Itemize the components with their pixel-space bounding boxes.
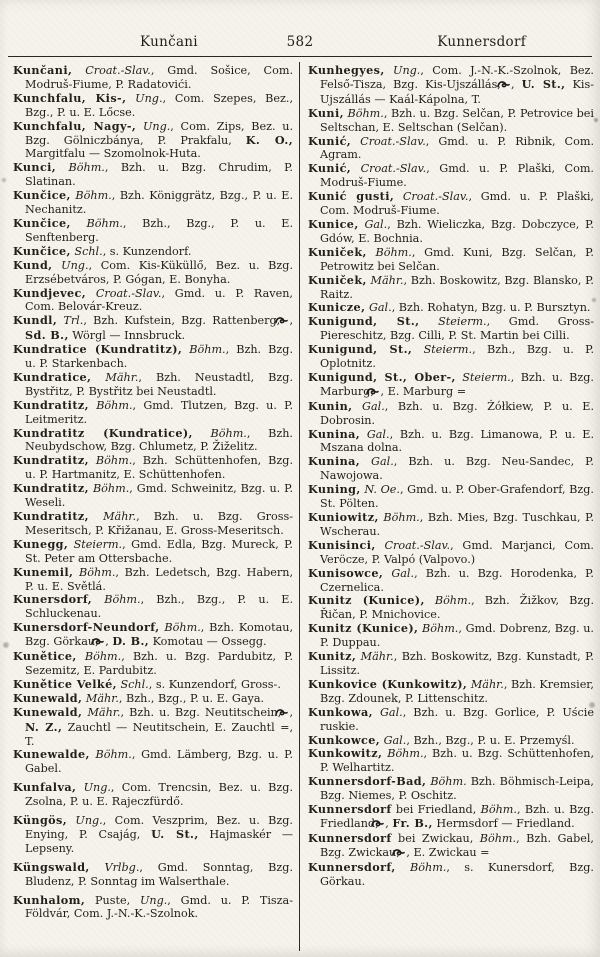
entry-text: , Gmd. Sošice, Com. Modruš-Fiume, P. Radatovići. bbox=[25, 64, 294, 91]
entry-keyword: Kunin, bbox=[308, 398, 353, 413]
entry-keyword: Kunić, bbox=[308, 133, 352, 148]
entry-region: Schl. bbox=[74, 244, 103, 258]
gazetteer-entry bbox=[308, 747, 594, 775]
gazetteer-entry bbox=[308, 428, 594, 456]
gazetteer-entry bbox=[308, 107, 594, 135]
entry-keyword: Kunegg, bbox=[13, 536, 69, 551]
entry-keyword: Kunigund, St., bbox=[308, 342, 413, 357]
entry-region: Ung. bbox=[142, 119, 171, 133]
entry-keyword: Kunisowce, bbox=[308, 565, 384, 580]
gazetteer-entry bbox=[13, 343, 293, 371]
entry-region: Böhm. bbox=[210, 426, 247, 440]
gazetteer-entry bbox=[308, 135, 594, 163]
entry-region: Ung. bbox=[393, 64, 421, 77]
entry-keyword: Kuning, bbox=[308, 482, 361, 497]
entry-region: Böhm. bbox=[79, 565, 116, 579]
entry-region: Croat.-Slav. bbox=[360, 162, 427, 176]
entry-keyword: Kundratitz (Kundratice), bbox=[13, 425, 193, 440]
gazetteer-entry bbox=[13, 748, 293, 776]
entry-text: , Bzh. u. Bzg. Żółkiew, P. u. E. Dobrosin. bbox=[320, 399, 594, 427]
gazetteer-entry bbox=[308, 861, 594, 889]
entry-keyword: Kunchfalu, Nagy-, bbox=[13, 118, 137, 133]
entry-keyword: Kunnersdorf bbox=[308, 830, 392, 845]
entry-region: Ung. bbox=[83, 781, 111, 795]
entry-keyword: Kundratice (Kundratitz), bbox=[13, 342, 183, 357]
entry-text bbox=[77, 650, 85, 663]
entry-text: , Com. J.-N.-K.-Szolnok, Bez. Felső-Tisza, Bzg. Kis-Ujszállás, bbox=[320, 64, 594, 91]
entry-text: , Bzh. u. Bzg. Limanowa, P. u. E. Mszana dolna. bbox=[320, 427, 594, 455]
entry-text bbox=[86, 287, 96, 300]
entry-region: Steierm. bbox=[462, 370, 511, 384]
entry-keyword: Kunina, bbox=[308, 454, 361, 469]
entry-region: Croat.-Slav. bbox=[95, 286, 162, 300]
entry-text: , Bzh. Kufstein, Bzg. Rattenberg, bbox=[83, 314, 287, 328]
entry-keyword: Kunitz (Kunice), bbox=[308, 621, 419, 636]
entry-region: Mähr. bbox=[105, 370, 139, 384]
gazetteer-entry bbox=[13, 692, 293, 706]
entry-text: , bbox=[510, 77, 522, 91]
entry-text: , Bzh. u. Bzg. Neutitschein, bbox=[120, 705, 287, 719]
entry-text: , Bzh. Komotau, Bzg. Görkau, bbox=[25, 621, 293, 649]
entry-keyword: Kunětice, bbox=[13, 649, 77, 664]
entry-region: Vrlbg. bbox=[104, 860, 140, 874]
entry-text: Bzh. Böhmisch-Leipa, Bzg. Niemes, P. Oschitz. bbox=[320, 775, 594, 803]
entry-text bbox=[89, 510, 103, 523]
entry-region: Böhm. bbox=[480, 803, 517, 817]
entry-keyword: Kuniček, bbox=[308, 272, 367, 287]
entry-keyword: Kunewalde, bbox=[13, 747, 90, 762]
entry-text bbox=[419, 315, 438, 328]
gazetteer-entry bbox=[13, 861, 293, 889]
entry-text: , Bzh. u. Bzg. Gorlice, P. Uście ruskie. bbox=[320, 705, 594, 733]
entry-region: Schl. bbox=[120, 677, 149, 691]
entry-region: Böhm. bbox=[375, 245, 412, 259]
entry-region: Böhm. bbox=[68, 161, 105, 175]
gazetteer-entry bbox=[13, 894, 293, 922]
entry-keyword: Kunigund, St., Ober-, bbox=[308, 369, 456, 384]
gazetteer-entry bbox=[13, 678, 293, 692]
gazetteer-entry bbox=[308, 775, 594, 803]
entry-text: , Bzh. Kremsier, Bzg. Zdounek, P. Littenschitz. bbox=[320, 677, 594, 705]
entry-text: , bbox=[105, 635, 113, 649]
entry-keyword: Kunhalom, bbox=[13, 892, 86, 907]
entry-keyword: Kunčice, bbox=[13, 188, 71, 203]
gazetteer-entry bbox=[308, 274, 594, 302]
entry-text bbox=[90, 861, 105, 874]
entry-text bbox=[136, 120, 143, 133]
entry-text: Hermsdorf — Friedland. bbox=[432, 816, 575, 830]
gazetteer-entry bbox=[308, 343, 594, 371]
entry-text bbox=[193, 427, 211, 440]
entry-text bbox=[351, 135, 360, 148]
entry-text bbox=[76, 781, 83, 794]
entry-region: Mähr. bbox=[87, 705, 121, 719]
entry-text: , Bzh., Bzg., P. u. E. Gaya. bbox=[118, 691, 265, 705]
entry-text: , Bzh. u. Bzg. Schüttenhofen, P. Welhartitz. bbox=[320, 747, 594, 775]
gazetteer-entry bbox=[13, 621, 293, 650]
entry-text: , Com. Zips, Bez. u. Bzg. Gölniczbánya, P. Prakfalu, bbox=[25, 119, 294, 147]
entry-region: Gal. bbox=[362, 399, 385, 413]
right-column bbox=[299, 62, 596, 951]
entry-region: Mähr. bbox=[470, 677, 504, 691]
entry-region: Steierm. bbox=[438, 315, 487, 329]
gazetteer-entry bbox=[308, 64, 594, 107]
entry-region: Ung. bbox=[61, 258, 89, 272]
entry-region: Croat.-Slav. bbox=[360, 134, 426, 148]
entry-region: Steierm. bbox=[423, 343, 473, 357]
entry-region: Gal. bbox=[366, 427, 390, 441]
gazetteer-entry bbox=[308, 246, 594, 274]
gazetteer-entry bbox=[308, 162, 594, 190]
gazetteer-entry bbox=[13, 781, 293, 809]
entry-text: , Bzh. Ledetsch, Bzg. Habern, P. u. E. Světlá. bbox=[25, 565, 294, 593]
entry-text bbox=[385, 64, 393, 77]
entry-region: Ung. bbox=[139, 893, 168, 907]
entry-keyword: Kunchfalu, Kis-, bbox=[13, 90, 127, 105]
entry-text: , Bzh. Gabel, Bzg. Zwickau, bbox=[320, 831, 594, 859]
gazetteer-entry bbox=[308, 190, 594, 218]
entry-region: Mähr. bbox=[370, 273, 404, 287]
entry-keyword: U. St., bbox=[151, 826, 199, 841]
entry-keyword: Kunić, bbox=[308, 161, 352, 176]
entry-text: , E. Zwickau = bbox=[406, 845, 490, 859]
entry-text: , Bzh. Žižkov, Bzg. Řičan, P. Mnichovice. bbox=[320, 594, 594, 622]
gazetteer-entry bbox=[308, 371, 594, 400]
entry-text: , Gmd. Dobrenz, Bzg. u. P. Duppau. bbox=[320, 622, 594, 650]
entry-text: , E. Marburg = bbox=[380, 384, 467, 398]
entry-text: , Bzh. Königgrätz, Bzg., P. u. E. Nechanitz. bbox=[25, 189, 294, 217]
entry-region: Böhm. bbox=[86, 216, 123, 230]
entry-text bbox=[396, 861, 410, 874]
entry-keyword: Küngswald, bbox=[13, 859, 90, 874]
gazetteer-entry bbox=[13, 814, 293, 856]
gazetteer-entry bbox=[308, 567, 594, 595]
entry-keyword: Kunnersdorf, bbox=[308, 859, 396, 874]
entry-region: Gal. bbox=[368, 301, 392, 315]
header-rule bbox=[8, 56, 592, 57]
entry-text: Hajmaskér — Lepseny. bbox=[25, 827, 294, 855]
entry-region: Böhm. bbox=[383, 511, 420, 524]
entry-region: Mähr. bbox=[103, 510, 137, 523]
entry-text: , Bzh. u. Bzg. Neu-Sandec, P. Nawojowa. bbox=[320, 455, 594, 483]
entry-keyword: Kunětice Velké, bbox=[13, 676, 117, 691]
gazetteer-entry bbox=[13, 161, 293, 189]
entry-region: Böhm. bbox=[75, 189, 112, 203]
entry-text: , bbox=[289, 314, 294, 328]
entry-keyword: Fr. B., bbox=[392, 815, 433, 830]
gazetteer-entry bbox=[308, 400, 594, 428]
gazetteer-entry bbox=[13, 482, 293, 510]
entry-region: N. Oe. bbox=[364, 483, 400, 497]
entry-text: , Com. Trencsin, Bez. u. Bzg. Zsolna, P. u. E. Rajeczfürdő. bbox=[25, 781, 293, 809]
entry-region: Böhm. bbox=[104, 593, 141, 607]
gazetteer-entry bbox=[308, 803, 594, 832]
gazetteer-entry bbox=[13, 64, 293, 92]
entry-text: , Gmd. u. P. Ribnik, Com. Agram. bbox=[320, 134, 594, 162]
entry-keyword: Kunisinci, bbox=[308, 537, 376, 552]
gazetteer-entry bbox=[13, 399, 293, 427]
entry-text: , Gmd. Schweinitz, Bzg. u. P. Weseli. bbox=[25, 482, 293, 510]
gazetteer-entry bbox=[308, 622, 594, 650]
entry-keyword: Küngös, bbox=[13, 813, 68, 828]
running-head-left: Kunčani bbox=[140, 34, 198, 50]
entry-keyword: Kundratitz, bbox=[13, 481, 89, 496]
entry-text bbox=[52, 259, 61, 272]
entry-text bbox=[126, 92, 135, 105]
entry-text: , s. Kunzendorf, Gross-. bbox=[148, 677, 281, 691]
entry-keyword: Kundratice, bbox=[13, 369, 92, 384]
gazetteer-entry bbox=[13, 593, 293, 621]
entry-keyword: Kunkowa, bbox=[308, 704, 373, 719]
entry-text: , Com. Szepes, Bez., Bzg., P. u. E. Lőcse. bbox=[25, 91, 294, 119]
entry-region: Ung. bbox=[75, 814, 103, 828]
entry-text bbox=[360, 455, 371, 468]
entry-region: Böhm. bbox=[422, 622, 459, 636]
gazetteer-entry bbox=[308, 832, 594, 861]
entry-keyword: Kundratitz, bbox=[13, 509, 89, 523]
entry-region: Böhm. bbox=[95, 748, 132, 762]
entry-text: Wörgl — Innsbruck. bbox=[68, 329, 186, 343]
entry-keyword: Kundl, bbox=[13, 313, 58, 328]
entry-keyword: Kunicze, bbox=[308, 300, 366, 315]
entry-text bbox=[56, 161, 68, 174]
gazetteer-entry bbox=[13, 92, 293, 120]
entry-text bbox=[71, 217, 87, 230]
entry-text: , Bzh. u. Bzg. Pardubitz, P. Sezemitz, E. Pardubitz. bbox=[25, 650, 293, 677]
entry-keyword: Kunfalva, bbox=[13, 780, 77, 795]
entry-region: Steierm. bbox=[73, 537, 123, 551]
left-column bbox=[8, 62, 299, 951]
gazetteer-entry bbox=[13, 510, 293, 538]
entry-keyword: Kunewald, bbox=[13, 690, 83, 705]
entry-text: , Bzh. Mies, Bzg. Tuschkau, P. Wscherau. bbox=[320, 511, 595, 538]
entry-keyword: Kund, bbox=[13, 257, 53, 272]
entry-keyword: Kunewald, bbox=[13, 704, 83, 719]
entry-keyword: Kuniowitz, bbox=[308, 510, 379, 524]
entry-text: , Bzh. Neubydschow, Bzg. Chlumetz, P. Žiželitz. bbox=[25, 426, 293, 454]
gazetteer-entry bbox=[13, 538, 293, 566]
entry-keyword: Kunhegyes, bbox=[308, 63, 385, 77]
entry-text: Margitfalu — Szomolnok-Huta. bbox=[25, 147, 201, 161]
gazetteer-entry bbox=[13, 650, 293, 678]
entry-text: , Bzh. u. Bzg. Friedland, bbox=[320, 803, 595, 830]
entry-region: Trl. bbox=[63, 314, 84, 328]
entry-region: Böhm. bbox=[434, 594, 472, 608]
entry-text bbox=[92, 593, 104, 606]
entry-text: , Gmd. Gross-Piereschitz, Bzg. Cilli, P. St. Martin bei Cilli. bbox=[320, 315, 594, 343]
page-number: 582 bbox=[286, 34, 314, 50]
entry-keyword: Kuniček, bbox=[308, 244, 367, 259]
entry-text: , Bzh. Neustadtl, Bzg. Bystřitz, P. Bystřitz bei Neustadtl. bbox=[25, 370, 293, 398]
gazetteer-entry bbox=[13, 287, 293, 315]
entry-keyword: Kunkowce, bbox=[308, 732, 381, 747]
gazetteer-entry bbox=[308, 650, 594, 678]
gazetteer-entry bbox=[308, 734, 594, 748]
entry-keyword: Kunnersdorf-Bad, bbox=[308, 774, 427, 789]
entry-region: Böhm. bbox=[430, 775, 467, 789]
entry-text: , s. Kunersdorf, Bzg. Görkau. bbox=[320, 860, 594, 888]
entry-region: Böhm. bbox=[84, 650, 122, 664]
entry-text: , Bzh. u. Bzg. Gross-Meseritsch, P. Křižanau, E. Gross-Meseritsch. bbox=[25, 510, 293, 537]
entry-keyword: K. O., bbox=[245, 132, 294, 147]
entry-text: , Gmd. u. P. Plaški, Com. Modruš-Fiume. bbox=[320, 190, 594, 218]
entry-text: , s. Kunzendorf. bbox=[102, 244, 192, 258]
entry-region: Gal. bbox=[371, 455, 394, 469]
entry-text: Zauchtl — Neutitschein, E. Zauchtl =, T. bbox=[25, 720, 293, 748]
gazetteer-entry bbox=[308, 706, 594, 734]
entry-region: Gal. bbox=[383, 733, 407, 747]
entry-text bbox=[89, 454, 96, 467]
entry-text: , Bzh. u. Bzg. Horodenka, P. Czernelica. bbox=[320, 566, 594, 594]
gazetteer-entry bbox=[13, 371, 293, 399]
entry-text: , Gmd. Edla, Bzg. Mureck, P. St. Peter am Ottersbache. bbox=[25, 537, 293, 565]
entry-text: , Gmd. Tlutzen, Bzg. u. P. Leitmeritz. bbox=[25, 398, 293, 426]
entry-keyword: Kunersdorf-Neundorf, bbox=[13, 620, 160, 635]
entry-region: Croat.-Slav. bbox=[384, 538, 451, 552]
entry-text: Kis-Ujszállás — Kaál-Kápolna, T. bbox=[320, 77, 594, 106]
entry-keyword: N. Z., bbox=[25, 719, 63, 734]
entry-region: Gal. bbox=[379, 705, 403, 719]
entry-text: , Bzh. Bzg. u. P. Starkenbach. bbox=[25, 343, 294, 371]
gazetteer-entry bbox=[13, 314, 293, 343]
entry-region: Gal. bbox=[364, 217, 388, 231]
entry-keyword: Kunemil, bbox=[13, 564, 74, 579]
entry-keyword: Kunkowitz, bbox=[308, 746, 383, 761]
gazetteer-entry bbox=[308, 315, 594, 343]
entry-text: , Bzh. Rohatyn, Bzg. u. P. Bursztyn. bbox=[391, 301, 591, 315]
entry-keyword: Kunčice, bbox=[13, 215, 71, 230]
entry-text: , Gmd. u. P. Plaški, Com. Modruš-Fiume. bbox=[320, 162, 594, 190]
entry-text: , Com. Veszprim, Bez. u. Bzg. Enying, P. Csajág, bbox=[25, 814, 293, 841]
entry-region: Ung. bbox=[135, 91, 163, 105]
entry-text bbox=[394, 190, 403, 203]
entry-text bbox=[412, 343, 423, 356]
entry-text: , Com. Kis-Küküllő, Bez. u. Bzg. Erzsébetváros, P. Gógan, E. Bonyha. bbox=[25, 258, 294, 286]
entry-text bbox=[373, 706, 380, 719]
entry-region: Böhm. bbox=[96, 398, 133, 412]
entry-region: Gal. bbox=[391, 566, 415, 580]
entry-region: Croat.-Slav. bbox=[85, 64, 151, 77]
entry-text: , Gmd. Sonntag, Bzg. Bludenz, P. Sonntag im Walserthale. bbox=[25, 860, 293, 888]
entry-keyword: Kunčice, bbox=[13, 243, 71, 258]
entry-text: , Bzh., Bzg., P. u. E. Senftenberg. bbox=[25, 216, 293, 244]
entry-keyword: Kundratitz, bbox=[13, 453, 89, 468]
entry-text: bei Zwickau, bbox=[391, 831, 480, 845]
entry-text bbox=[425, 594, 435, 607]
entry-text: Puste, bbox=[85, 893, 140, 907]
entry-keyword: Kunitz (Kunice), bbox=[308, 593, 425, 608]
entry-keyword: Kunkovice (Kunkowitz), bbox=[308, 676, 468, 691]
gazetteer-entry bbox=[13, 245, 293, 259]
gazetteer-entry bbox=[308, 539, 594, 567]
entry-text: Komotau — Ossegg. bbox=[149, 635, 267, 649]
entry-text bbox=[91, 371, 105, 384]
entry-text: , Bzh. Boskowitz, Bzg. Blansko, P. Raitz. bbox=[320, 273, 594, 301]
entry-keyword: Kuni, bbox=[308, 105, 344, 120]
entry-region: Mähr. bbox=[85, 691, 119, 705]
entry-text: , Bzh., Bzg., P. u. E. Przemyśl. bbox=[406, 733, 575, 747]
entry-keyword: Kunitz, bbox=[308, 649, 357, 664]
gazetteer-entry bbox=[13, 217, 293, 245]
gazetteer-entry bbox=[13, 189, 293, 217]
gazetteer-entry bbox=[308, 455, 594, 483]
entry-region: Croat.-Slav. bbox=[402, 190, 469, 204]
text-columns bbox=[8, 62, 596, 951]
entry-keyword: Kundjevec, bbox=[13, 285, 87, 300]
entry-text: , Bzh., Bzg., P. u. E. Schluckenau. bbox=[25, 593, 293, 621]
entry-text: bei Friedland, bbox=[391, 803, 481, 817]
entry-text: , Bzh., Bzg. u. P. Oplotnitz. bbox=[320, 343, 594, 371]
entry-text: , Gmd. Marjanci, Com. Veröcze, P. Valpó (Valpovo.) bbox=[320, 538, 594, 566]
entry-keyword: Kundratitz, bbox=[13, 397, 89, 412]
entry-region: Böhm. bbox=[410, 860, 447, 874]
gazetteer-entry bbox=[13, 120, 293, 162]
entry-keyword: Kunnersdorf bbox=[308, 802, 392, 817]
entry-text: , bbox=[289, 705, 293, 719]
entry-text: , Bzh. Schüttenhofen, Bzg. u. P. Hartmanitz, E. Schüttenhofen. bbox=[25, 454, 294, 482]
entry-text: , Bzh. u. Bzg. Marburg, bbox=[320, 370, 594, 398]
entry-keyword: Kunigund, St., bbox=[308, 314, 420, 329]
gazetteer-entry bbox=[308, 483, 594, 511]
gazetteer-entry bbox=[308, 678, 594, 706]
entry-region: Mähr. bbox=[360, 650, 394, 664]
entry-keyword: D. B., bbox=[112, 634, 150, 649]
entry-keyword: Kunersdorf, bbox=[13, 592, 93, 607]
entry-keyword: Kunić gusti, bbox=[308, 189, 395, 204]
entry-text: , Gmd. u. P. Raven, Com. Belovár-Kreuz. bbox=[25, 286, 293, 314]
entry-region: Böhm. bbox=[92, 482, 130, 496]
entry-text bbox=[352, 400, 362, 413]
entry-region: Böhm. bbox=[95, 454, 133, 468]
gazetteer-entry bbox=[308, 218, 594, 246]
entry-keyword: Kunina, bbox=[308, 426, 361, 441]
entry-text: , Gmd. u. P. Ober-Grafendorf, Bzg. St. Pölten. bbox=[320, 483, 594, 511]
entry-keyword: Sd. B., bbox=[25, 328, 69, 343]
entry-text: , Bzh. u. Bzg. Selčan, P. Petrovice bei Seltschan, E. Seltschan (Selčan). bbox=[320, 106, 594, 134]
entry-keyword: U. St., bbox=[521, 76, 566, 91]
gazetteer-entry bbox=[13, 427, 293, 455]
entry-region: Böhm. bbox=[164, 621, 201, 635]
gazetteer-entry bbox=[308, 594, 594, 622]
entry-text bbox=[351, 162, 361, 175]
entry-text bbox=[72, 64, 85, 77]
gazetteer-entry bbox=[13, 259, 293, 287]
gazetteer-entry bbox=[13, 566, 293, 594]
gazetteer-entry bbox=[308, 301, 594, 315]
entry-keyword: Kunci, bbox=[13, 160, 57, 175]
entry-text bbox=[360, 428, 367, 441]
entry-keyword: Kunice, bbox=[308, 216, 359, 231]
gazetteer-entry bbox=[13, 706, 293, 749]
entry-text: , Bzh. Wieliczka, Bzg. Dobczyce, P. Gdów, E. Bochnia. bbox=[320, 217, 594, 245]
entry-region: Böhm. bbox=[479, 831, 517, 845]
entry-region: Böhm. bbox=[347, 106, 384, 120]
entry-text: , Gmd. Kuni, Bzg. Selčan, P. Petrowitz bei Selčan. bbox=[320, 245, 594, 273]
entry-text: , Bzh. Boskowitz, Bzg. Kunstadt, P. Lissitz. bbox=[320, 650, 594, 677]
entry-keyword: Kunčani, bbox=[13, 63, 73, 77]
entry-text: , Bzh. u. Bzg. Chrudim, P. Slatinan. bbox=[25, 161, 293, 189]
running-header bbox=[0, 34, 600, 52]
entry-text: , bbox=[385, 816, 393, 830]
entry-text: , Gmd. Lämberg, Bzg. u. P. Gabel. bbox=[25, 748, 293, 776]
entry-text: , Gmd. u. P. Tisza-Földvár, Com. J.-N.-K.-Szolnok. bbox=[25, 893, 294, 921]
running-head-right: Kunnersdorf bbox=[437, 34, 526, 50]
gazetteer-entry bbox=[308, 511, 594, 539]
entry-region: Böhm. bbox=[387, 747, 424, 761]
entry-region: Böhm. bbox=[189, 343, 226, 357]
gazetteer-entry bbox=[13, 454, 293, 482]
